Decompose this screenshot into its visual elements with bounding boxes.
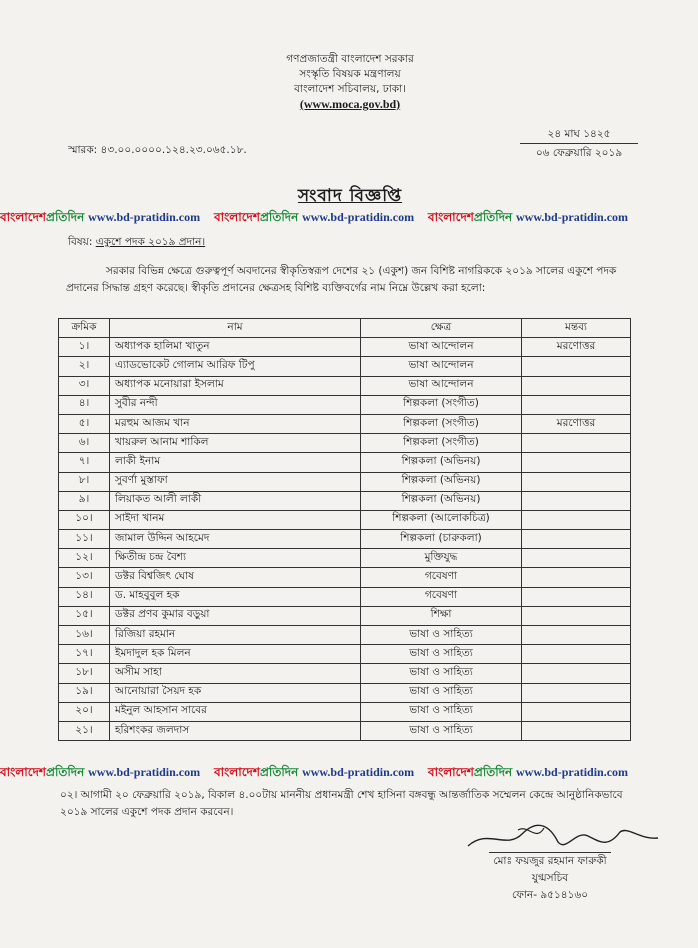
serial-cell: ৯। [59,491,110,510]
field-cell: শিল্পকলা (অভিনয়) [361,453,522,472]
watermark-site: www.bd-pratidin.com [88,765,201,779]
remark-cell [522,683,631,702]
field-cell: শিল্পকলা (অভিনয়) [361,472,522,491]
serial-cell: ৫। [59,414,110,433]
name-cell: লিয়াকত আলী লাকী [110,491,361,510]
signature-scribble [458,822,668,854]
remark-cell [522,702,631,721]
table-row [59,587,631,606]
serial-cell: ১২। [59,549,110,568]
serial-cell: ১৮। [59,664,110,683]
signatory-designation: যুগ্মসচিব [531,872,569,884]
remark-cell [522,568,631,587]
remark-header: মন্তব্য [522,319,631,338]
name-cell: মরহুম আজম খান [110,414,361,433]
name-cell: অসীম সাহা [110,664,361,683]
name-header: নাম [110,319,361,338]
subject-line [68,235,205,252]
name-cell: খায়রুল আনাম শাকিল [110,434,361,453]
signatory-name: মোঃ ফয়জুর রহমান ফারুকী [489,852,610,870]
serial-cell: ২০। [59,702,110,721]
subject-label: বিষয়: [68,236,93,248]
name-cell: ডক্টর প্রণব কুমার বড়ুয়া [110,606,361,625]
remark-cell [522,376,631,395]
name-cell: সুবর্ণা মুস্তাফা [110,472,361,491]
remark-cell: মরণোত্তর [522,338,631,357]
name-cell: মইনুল আহসান সাবের [110,702,361,721]
name-cell: সুবীর নন্দী [110,395,361,414]
name-cell: ডক্টর বিশ্বজিৎ ঘোষ [110,568,361,587]
field-cell: শিক্ষা [361,606,522,625]
serial-cell: ১৬। [59,626,110,645]
serial-cell: ১১। [59,530,110,549]
intro-paragraph: সরকার বিভিন্ন ক্ষেত্রে গুরুত্বপূর্ণ অবদানের স্বীকৃতিস্বরূপ দেশের ২১ (একুশ) জন বিশিষ্ট নাগরিককে ২০১৯ সালের একুশে পদক প্রদানের সিদ্ধান্ত গ্রহণ করেছে। স্বীকৃতি প্রদানের ক্ষেত্রসহ বিশিষ্ট ব্যক্তিবর্গের নাম নিম্নে উল্লেখ করা হলো: [66,265,617,294]
watermark-site: www.bd-pratidin.com [516,765,629,779]
table-header-row [59,319,631,338]
field-cell: ভাষা ও সাহিত্য [361,702,522,721]
watermark-brand-part2: প্রতিদিন [259,210,299,224]
letterhead [250,52,450,112]
serial-cell: ১৯। [59,683,110,702]
table-row [59,414,631,433]
watermark-site: www.bd-pratidin.com [302,765,415,779]
watermark-brand-part2: প্রতিদিন [45,765,85,779]
date-divider [520,143,638,144]
remark-cell [522,434,631,453]
field-cell: শিল্পকলা (অভিনয়) [361,491,522,510]
table-row [59,395,631,414]
field-cell: ভাষা আন্দোলন [361,338,522,357]
remark-cell [522,626,631,645]
remark-cell: মরণোত্তর [522,414,631,433]
name-cell: আনোয়ারা সৈয়দ হক [110,683,361,702]
remark-cell [522,472,631,491]
name-cell: হরিশংকর জলদাস [110,721,361,740]
watermark-strip-bottom [0,764,698,782]
remark-cell [522,587,631,606]
remark-cell [522,549,631,568]
remark-cell [522,721,631,740]
remark-cell [522,664,631,683]
field-cell: শিল্পকলা (সংগীত) [361,434,522,453]
serial-cell: ৪। [59,395,110,414]
name-cell: সাইদা খানম [110,510,361,529]
watermark-brand-part1: বাংলাদেশ [213,765,260,779]
watermark-brand-part1: বাংলাদেশ [0,210,46,224]
memo-number: স্মারক: ৪৩.০০.০০০০.১২৪.২৩.০৬৫.১৮. [68,144,247,156]
field-cell: গবেষণা [361,568,522,587]
watermark-site: www.bd-pratidin.com [516,210,629,224]
field-header: ক্ষেত্র [361,319,522,338]
remark-cell [522,510,631,529]
table-row [59,568,631,587]
serial-cell: ২। [59,357,110,376]
date-block [520,126,638,161]
bangla-date: ২৪ মাঘ ১৪২৫ [547,128,611,140]
table-row [59,491,631,510]
ministry-name: সংস্কৃতি বিষয়ক মন্ত্রণালয় [299,68,401,80]
field-cell: ভাষা ও সাহিত্য [361,664,522,683]
table-row [59,702,631,721]
serial-cell: ১৫। [59,606,110,625]
name-cell: ড. মাহবুবুল হক [110,587,361,606]
government-name: গণপ্রজাতন্ত্রী বাংলাদেশ সরকার [286,53,414,65]
field-cell: গবেষণা [361,587,522,606]
serial-cell: ১৪। [59,587,110,606]
table-row [59,453,631,472]
remark-cell [522,453,631,472]
serial-cell: ৩। [59,376,110,395]
table-row [59,530,631,549]
watermark-brand-part2: প্রতিদিন [259,765,299,779]
field-cell: শিল্পকলা (আলোকচিত্র) [361,510,522,529]
watermark-brand-part2: প্রতিদিন [473,210,513,224]
table-row [59,357,631,376]
signatory-phone: ফোন- ৯৫১৪১৬০ [511,889,589,901]
field-cell: ভাষা ও সাহিত্য [361,645,522,664]
field-cell: শিল্পকলা (সংগীত) [361,414,522,433]
field-cell: ভাষা ও সাহিত্য [361,626,522,645]
table-row [59,549,631,568]
name-cell: ক্ষিতীন্দ্র চন্দ্র বৈশ্য [110,549,361,568]
field-cell: ভাষা ও সাহিত্য [361,683,522,702]
watermark-site: www.bd-pratidin.com [88,210,201,224]
serial-header: ক্রমিক [59,319,110,338]
table-row [59,664,631,683]
table-row [59,645,631,664]
remark-cell [522,357,631,376]
serial-cell: ১০। [59,510,110,529]
serial-cell: ৬। [59,434,110,453]
field-cell: ভাষা আন্দোলন [361,357,522,376]
office-address: বাংলাদেশ সচিবালয়, ঢাকা। [294,83,406,95]
table-row [59,472,631,491]
table-row [59,721,631,740]
watermark-brand-part2: প্রতিদিন [473,765,513,779]
field-cell: শিল্পকলা (সংগীত) [361,395,522,414]
watermark-brand-part1: বাংলাদেশ [0,765,46,779]
english-date: ০৬ ফেব্রুয়ারি ২০১৯ [535,147,623,159]
remark-cell [522,606,631,625]
field-cell: ভাষা ও সাহিত্য [361,721,522,740]
table-row [59,376,631,395]
table-row [59,434,631,453]
remark-cell [522,395,631,414]
serial-cell: ১। [59,338,110,357]
serial-cell: ৭। [59,453,110,472]
remark-cell [522,491,631,510]
name-cell: ইমদাদুল হক মিলন [110,645,361,664]
table-row [59,626,631,645]
watermark-site: www.bd-pratidin.com [302,210,415,224]
closing-paragraph: ০২। আগামী ২০ ফেব্রুয়ারি ২০১৯, বিকাল ৪.০০টায় মাননীয় প্রধানমন্ত্রী শেখ হাসিনা বঙ্গবন্ধু আন্তর্জাতিক সম্মেলন কেন্দ্রে আনুষ্ঠানিকভাবে ২০১৯ সালের একুশে পদক প্রদান করবেন। [60,789,623,818]
awardee-table [58,318,631,741]
name-cell: লাকী ইনাম [110,453,361,472]
serial-cell: ৮। [59,472,110,491]
name-cell: জামাল উদ্দিন আহমেদ [110,530,361,549]
watermark-brand-part1: বাংলাদেশ [213,210,260,224]
name-cell: এ্যাডভোকেট গোলাম আরিফ টিপু [110,357,361,376]
name-cell: অধ্যাপক মনোয়ারা ইসলাম [110,376,361,395]
remark-cell [522,530,631,549]
field-cell: মুক্তিযুদ্ধ [361,549,522,568]
table-row [59,683,631,702]
table-row [59,510,631,529]
watermark-brand-part2: প্রতিদিন [45,210,85,224]
name-cell: রিজিয়া রহমান [110,626,361,645]
signatory-block [440,852,660,904]
field-cell: শিল্পকলা (চারুকলা) [361,530,522,549]
field-cell: ভাষা আন্দোলন [361,376,522,395]
table-row [59,606,631,625]
watermark-brand-part1: বাংলাদেশ [427,765,474,779]
page-title: সংবাদ বিজ্ঞপ্তি [297,186,403,206]
serial-cell: ১৭। [59,645,110,664]
table-row [59,338,631,357]
remark-cell [522,645,631,664]
subject-value: একুশে পদক ২০১৯ প্রদান। [95,236,206,248]
serial-cell: ২১। [59,721,110,740]
name-cell: অধ্যাপক হালিমা খাতুন [110,338,361,357]
watermark-brand-part1: বাংলাদেশ [427,210,474,224]
serial-cell: ১৩। [59,568,110,587]
ministry-website: (www.moca.gov.bd) [299,97,401,111]
watermark-strip-top [0,209,698,227]
